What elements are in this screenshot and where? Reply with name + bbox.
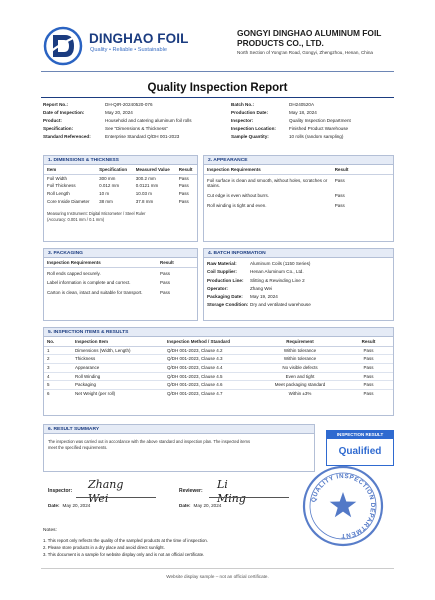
meta-label: Report No.: [43, 102, 69, 108]
inspector-date [48, 503, 90, 509]
table-cell: Q/DH 001-2023, Clause 4.2 [164, 346, 256, 355]
batch-info-value: Slitting & Rewinding Line 2 [250, 277, 305, 283]
dimensions-table [44, 165, 197, 205]
table-cell: Pass [344, 363, 393, 372]
notes-heading: Notes: [43, 528, 57, 533]
meta-value: Finished Product Warehouse [289, 126, 349, 132]
table-cell: Pass [178, 175, 189, 181]
date-value: May 20, 2024 [193, 503, 222, 508]
dimensions-section [43, 155, 198, 242]
company-address: North Section of Yong'an Road, Gongyi, Zhengzhou, Henan, China [237, 50, 373, 55]
date-value: May 20, 2024 [62, 503, 91, 508]
column-header: Result [157, 258, 197, 267]
footer-divider [41, 568, 394, 569]
column-header: Result [176, 165, 197, 174]
table-cell: Pass [178, 198, 189, 204]
table-cell: Pass [344, 381, 393, 390]
batch-info-label: Raw Material: [207, 261, 237, 267]
table-cell: Pass [363, 390, 374, 396]
reviewer-date [179, 503, 221, 509]
table-cell: Pass [178, 183, 189, 189]
table-row [44, 174, 197, 182]
batch-information-section [203, 248, 394, 321]
column-header: Inspection Item [72, 337, 164, 346]
dinghao-logo-icon [43, 26, 83, 66]
table-row [204, 174, 393, 190]
notes-section [43, 527, 392, 558]
company-name: GONGYI DINGHAO ALUMINUM FOIL PRODUCTS CO., LTD. [237, 28, 382, 49]
batch-info-list [204, 258, 393, 309]
result-summary-text: The inspection was carried out in accordance with the above standard and inspection plan. The inspected items meet the specified requirements. [48, 439, 251, 450]
table-row [44, 287, 197, 297]
meta-value: DH240520A [289, 102, 315, 108]
meta-row [43, 101, 392, 109]
table-cell: 300.2 mm [135, 175, 156, 181]
brand-name: DINGHAO FOIL [89, 31, 189, 46]
table-cell: Within ±3% [288, 390, 312, 396]
table-cell: Meet packaging standard [256, 381, 344, 390]
column-header: Specification [96, 165, 133, 174]
report-meta [43, 101, 392, 141]
meta-row [43, 125, 392, 133]
report-header [43, 20, 392, 68]
batch-info-value: Aluminum Coils (1150 Series) [250, 261, 311, 267]
table-cell: Foil Thickness [47, 183, 76, 189]
meta-value: Household and catering aluminum foil rolls [105, 118, 192, 124]
conclusion-value: Qualified [338, 446, 382, 457]
meta-row [43, 109, 392, 117]
column-header: Inspection Requirements [44, 258, 157, 267]
table-row [44, 190, 197, 198]
inspector-signature: Zhang Wei [88, 478, 124, 505]
batch-info-label: Operator: [207, 285, 228, 291]
meta-label: Standard Referenced: [43, 134, 91, 140]
batch-info-row [204, 301, 393, 309]
table-cell: 1 [44, 346, 72, 355]
table-cell: Q/DH 001-2023, Clause 4.3 [164, 355, 256, 364]
table-cell: No visible defects [256, 363, 344, 372]
batch-info-label: Packaging Date: [207, 293, 243, 299]
table-row [44, 381, 393, 390]
table-cell: Pass [178, 190, 189, 196]
table-cell: 0.0121 mm [135, 183, 159, 189]
page-footer: Website display sample – not an official certificate. [166, 574, 269, 579]
column-header: Inspection Method / Standard [164, 337, 256, 346]
table-row [44, 355, 393, 364]
section-heading: 5. INSPECTION ITEMS & RESULTS [44, 328, 393, 337]
table-cell: Even and tight [256, 372, 344, 381]
inspection-items-section [43, 327, 394, 416]
column-header: Requirement [256, 337, 344, 346]
section-heading: 3. PACKAGING [44, 249, 197, 258]
table-cell: 0.012 mm [99, 183, 120, 189]
meta-value: May 18, 2024 [289, 110, 317, 116]
meta-label: Inspection Location: [231, 126, 276, 132]
reviewer-signature: Li Ming [217, 478, 246, 505]
section-heading: 2. APPEARANCE [204, 156, 393, 165]
meta-row [43, 133, 392, 141]
section-heading: 4. BATCH INFORMATION [204, 249, 393, 258]
table-cell: Roll ends capped securely. [47, 270, 101, 276]
page-title: Quality Inspection Report [147, 82, 288, 94]
meta-value: 10 rolls (random sampling) [289, 134, 344, 140]
table-row [204, 190, 393, 200]
table-cell: Packaging [72, 381, 164, 390]
table-cell: Thickness [72, 355, 164, 364]
table-cell: Foil Width [47, 175, 68, 181]
table-cell: Foil surface is clean and smooth, without holes, scratches or stains. [207, 177, 328, 189]
table-cell: Q/DH 001-2023, Clause 4.4 [164, 363, 256, 372]
table-row [44, 389, 393, 397]
table-row [44, 277, 197, 287]
inspection-items-table [44, 337, 393, 397]
table-cell: Pass [344, 355, 393, 364]
appearance-section [203, 155, 394, 242]
table-cell: Pass [344, 372, 393, 381]
table-cell: Q/DH 001-2023, Clause 4.7 [167, 390, 223, 396]
meta-row [43, 117, 392, 125]
table-cell: 5 [44, 381, 72, 390]
stamp-text: QUALITY INSPECTION DEPARTMENT [310, 472, 377, 540]
signature-line [76, 497, 156, 498]
column-header: No. [44, 337, 72, 346]
table-cell: Cut edge is even without burrs. [207, 192, 270, 198]
conclusion-box [326, 430, 394, 466]
appearance-table [204, 165, 393, 209]
table-cell: 2 [44, 355, 72, 364]
batch-info-label: Coil Supplier: [207, 269, 237, 275]
batch-info-row [204, 285, 393, 293]
section-heading: 1. DIMENSIONS & THICKNESS [44, 156, 197, 165]
batch-info-value: May 19, 2024 [250, 293, 278, 299]
meta-label: Specification: [43, 126, 74, 132]
reviewer-label: Reviewer: [179, 488, 203, 494]
conclusion-heading: INSPECTION RESULT CONCLUSION [327, 431, 393, 439]
table-cell: Core Inside Diameter [47, 198, 90, 204]
table-cell: Roll Length [47, 190, 70, 196]
batch-info-value: Dry and ventilated warehouse [250, 302, 311, 308]
table-cell: Roll winding is tight and even. [207, 202, 267, 208]
meta-label: Inspector: [231, 118, 254, 124]
table-cell: Q/DH 001-2023, Clause 4.5 [164, 372, 256, 381]
note-item: 2. Please store products in a dry place and avoid direct sunlight. [43, 544, 165, 550]
meta-value: Enterprise Standard Q/DH 001-2023 [105, 134, 180, 140]
table-cell: Within tolerance [256, 346, 344, 355]
table-cell: Net Weight (per roll) [75, 390, 116, 396]
batch-info-label: Storage Condition: [207, 302, 249, 308]
title-divider [41, 97, 394, 98]
table-cell: Appearance [72, 363, 164, 372]
table-row [44, 363, 393, 372]
batch-info-row [204, 276, 393, 284]
batch-info-row [204, 293, 393, 301]
meta-value: See "Dimensions & Thickness" [105, 126, 168, 132]
table-row [44, 198, 197, 206]
measuring-instrument-note: Measuring Instrument: Digital Micrometer / Steel Ruler (Accuracy: 0.001 mm / 0.1 mm) [47, 211, 146, 222]
column-header: Result [344, 337, 393, 346]
table-cell: 10 m [99, 190, 110, 196]
packaging-table [44, 258, 197, 297]
column-header: Measured Value [133, 165, 176, 174]
table-cell: Pass [160, 270, 171, 276]
batch-info-label: Production Line: [207, 277, 244, 283]
table-cell: Label information is complete and correct. [47, 280, 131, 286]
table-cell: Pass [160, 289, 171, 295]
table-cell: 37.8 mm [135, 198, 154, 204]
batch-info-value: Zhang Wei [250, 285, 273, 291]
table-row [204, 200, 393, 210]
note-item: 1. This report only reflects the quality of the sampled products at the time of inspection. [43, 537, 208, 543]
table-row [44, 346, 393, 355]
table-cell: 10.03 m [135, 190, 152, 196]
note-item: 3. This document is a sample for website display only and is not an official certificate. [43, 552, 205, 558]
meta-label: Sample Quantity: [231, 134, 269, 140]
table-cell: 3 [44, 363, 72, 372]
table-row [44, 372, 393, 381]
signature-line [209, 497, 289, 498]
table-row [44, 182, 197, 190]
table-cell: Dimensions (Width, Length) [72, 346, 164, 355]
batch-info-value: Henan Aluminum Co., Ltd. [250, 269, 304, 275]
table-cell: Pass [334, 202, 345, 208]
meta-label: Date of Inspection: [43, 110, 85, 116]
date-label: Date: [179, 503, 191, 508]
meta-value: DH-QIR-20240520-076 [105, 102, 153, 108]
header-divider [41, 71, 394, 72]
column-header: Result [332, 165, 393, 174]
table-cell: Within tolerance [256, 355, 344, 364]
meta-label: Product: [43, 118, 62, 124]
inspector-label: Inspector: [48, 488, 73, 494]
table-cell: 38 mm [99, 198, 113, 204]
packaging-section [43, 248, 198, 321]
brand-tagline: Quality • Reliable • Sustainable [90, 47, 167, 53]
result-summary-section [43, 424, 315, 472]
table-cell: Pass [334, 192, 345, 198]
batch-info-row [204, 268, 393, 276]
table-cell: Q/DH 001-2023, Clause 4.6 [164, 381, 256, 390]
table-cell: 4 [44, 372, 72, 381]
meta-value: Quality Inspection Department [289, 118, 351, 124]
date-label: Date: [48, 503, 60, 508]
table-cell: Pass [160, 280, 171, 286]
batch-info-row [204, 260, 393, 268]
table-cell: Pass [344, 346, 393, 355]
table-row [44, 267, 197, 277]
table-cell: Carton is clean, intact and suitable for transport. [47, 289, 143, 295]
table-cell: Pass [334, 177, 345, 183]
star-icon [330, 492, 357, 517]
column-header: Item [44, 165, 96, 174]
column-header: Inspection Requirements [204, 165, 332, 174]
meta-label: Batch No.: [231, 102, 254, 108]
table-cell: Roll Winding [72, 372, 164, 381]
table-cell: 6 [47, 390, 50, 396]
meta-value: May 20, 2024 [105, 110, 133, 116]
section-heading: 6. RESULT SUMMARY [44, 425, 314, 434]
meta-label: Production Date: [231, 110, 269, 116]
table-cell: 300 mm [99, 175, 116, 181]
